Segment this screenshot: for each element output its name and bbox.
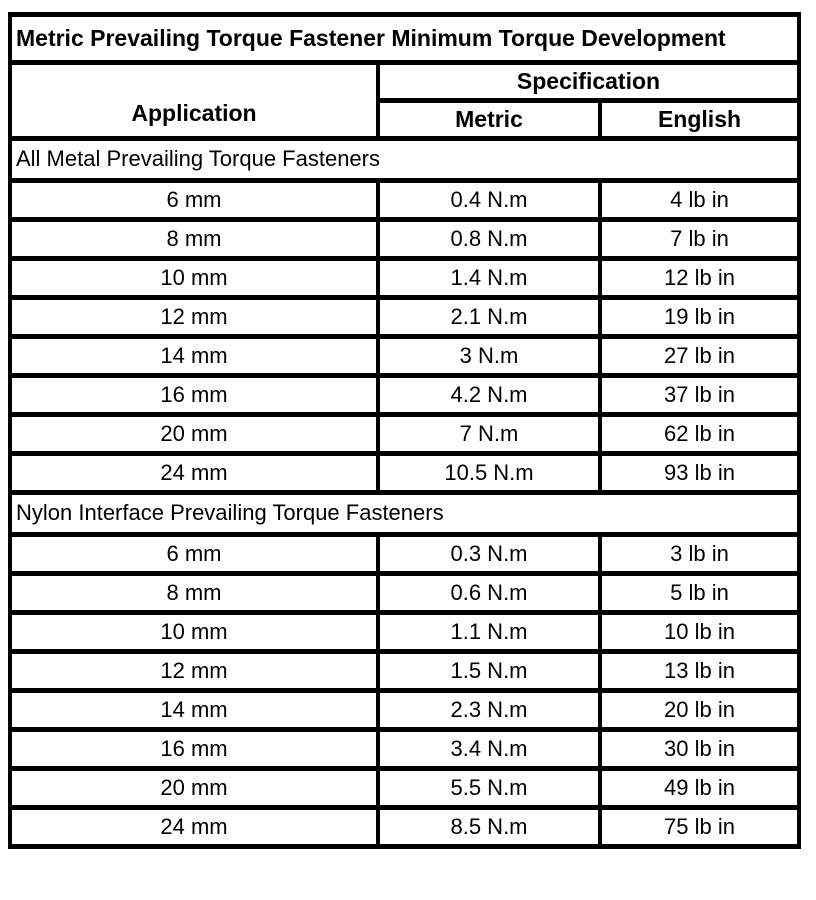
application-size-value: 10 mm [10, 259, 378, 298]
metric-torque-value: 0.3 N.m [378, 535, 600, 574]
header-row-top [10, 63, 799, 101]
column-header-english: English [600, 101, 799, 139]
metric-torque-value: 0.8 N.m [378, 220, 600, 259]
english-torque-value: 3 lb in [600, 535, 799, 574]
metric-torque-value: 0.4 N.m [378, 181, 600, 220]
table-row [10, 220, 799, 259]
table-row [10, 181, 799, 220]
metric-torque-value: 4.2 N.m [378, 376, 600, 415]
table-row [10, 691, 799, 730]
table-row [10, 415, 799, 454]
metric-torque-value: 2.1 N.m [378, 298, 600, 337]
table-row [10, 808, 799, 847]
table-row [10, 574, 799, 613]
metric-torque-value: 8.5 N.m [378, 808, 600, 847]
column-header-application: Application [10, 63, 378, 139]
english-torque-value: 49 lb in [600, 769, 799, 808]
table-row [10, 298, 799, 337]
metric-torque-value: 3 N.m [378, 337, 600, 376]
table-body [10, 15, 799, 847]
application-size-value: 14 mm [10, 337, 378, 376]
english-torque-value: 37 lb in [600, 376, 799, 415]
application-size-value: 8 mm [10, 574, 378, 613]
table-row [10, 376, 799, 415]
application-size-value: 16 mm [10, 730, 378, 769]
english-torque-value: 10 lb in [600, 613, 799, 652]
application-size-value: 20 mm [10, 415, 378, 454]
metric-torque-value: 1.5 N.m [378, 652, 600, 691]
application-size-value: 8 mm [10, 220, 378, 259]
title-row [10, 15, 799, 63]
table-title: Metric Prevailing Torque Fastener Minimum Torque Development [10, 15, 799, 63]
english-torque-value: 27 lb in [600, 337, 799, 376]
table-row [10, 259, 799, 298]
section-header-row [10, 493, 799, 535]
application-size-value: 10 mm [10, 613, 378, 652]
english-torque-value: 12 lb in [600, 259, 799, 298]
torque-spec-table [8, 12, 801, 849]
english-torque-value: 4 lb in [600, 181, 799, 220]
application-size-value: 16 mm [10, 376, 378, 415]
application-size-value: 12 mm [10, 652, 378, 691]
metric-torque-value: 2.3 N.m [378, 691, 600, 730]
application-size-value: 12 mm [10, 298, 378, 337]
application-size-value: 6 mm [10, 181, 378, 220]
section-header-row [10, 139, 799, 181]
metric-torque-value: 5.5 N.m [378, 769, 600, 808]
english-torque-value: 30 lb in [600, 730, 799, 769]
application-size-value: 14 mm [10, 691, 378, 730]
table-row [10, 730, 799, 769]
table-row [10, 613, 799, 652]
column-header-metric: Metric [378, 101, 600, 139]
table-row [10, 337, 799, 376]
table-row [10, 454, 799, 493]
column-header-specification: Specification [378, 63, 799, 101]
english-torque-value: 75 lb in [600, 808, 799, 847]
english-torque-value: 93 lb in [600, 454, 799, 493]
metric-torque-value: 10.5 N.m [378, 454, 600, 493]
section-label: Nylon Interface Prevailing Torque Fasteners [10, 493, 799, 535]
english-torque-value: 19 lb in [600, 298, 799, 337]
application-size-value: 24 mm [10, 808, 378, 847]
metric-torque-value: 1.4 N.m [378, 259, 600, 298]
application-size-value: 20 mm [10, 769, 378, 808]
table-row [10, 535, 799, 574]
table-row [10, 769, 799, 808]
metric-torque-value: 0.6 N.m [378, 574, 600, 613]
english-torque-value: 62 lb in [600, 415, 799, 454]
english-torque-value: 13 lb in [600, 652, 799, 691]
table-row [10, 652, 799, 691]
english-torque-value: 5 lb in [600, 574, 799, 613]
english-torque-value: 7 lb in [600, 220, 799, 259]
metric-torque-value: 1.1 N.m [378, 613, 600, 652]
section-label: All Metal Prevailing Torque Fasteners [10, 139, 799, 181]
metric-torque-value: 3.4 N.m [378, 730, 600, 769]
application-size-value: 6 mm [10, 535, 378, 574]
application-size-value: 24 mm [10, 454, 378, 493]
metric-torque-value: 7 N.m [378, 415, 600, 454]
english-torque-value: 20 lb in [600, 691, 799, 730]
